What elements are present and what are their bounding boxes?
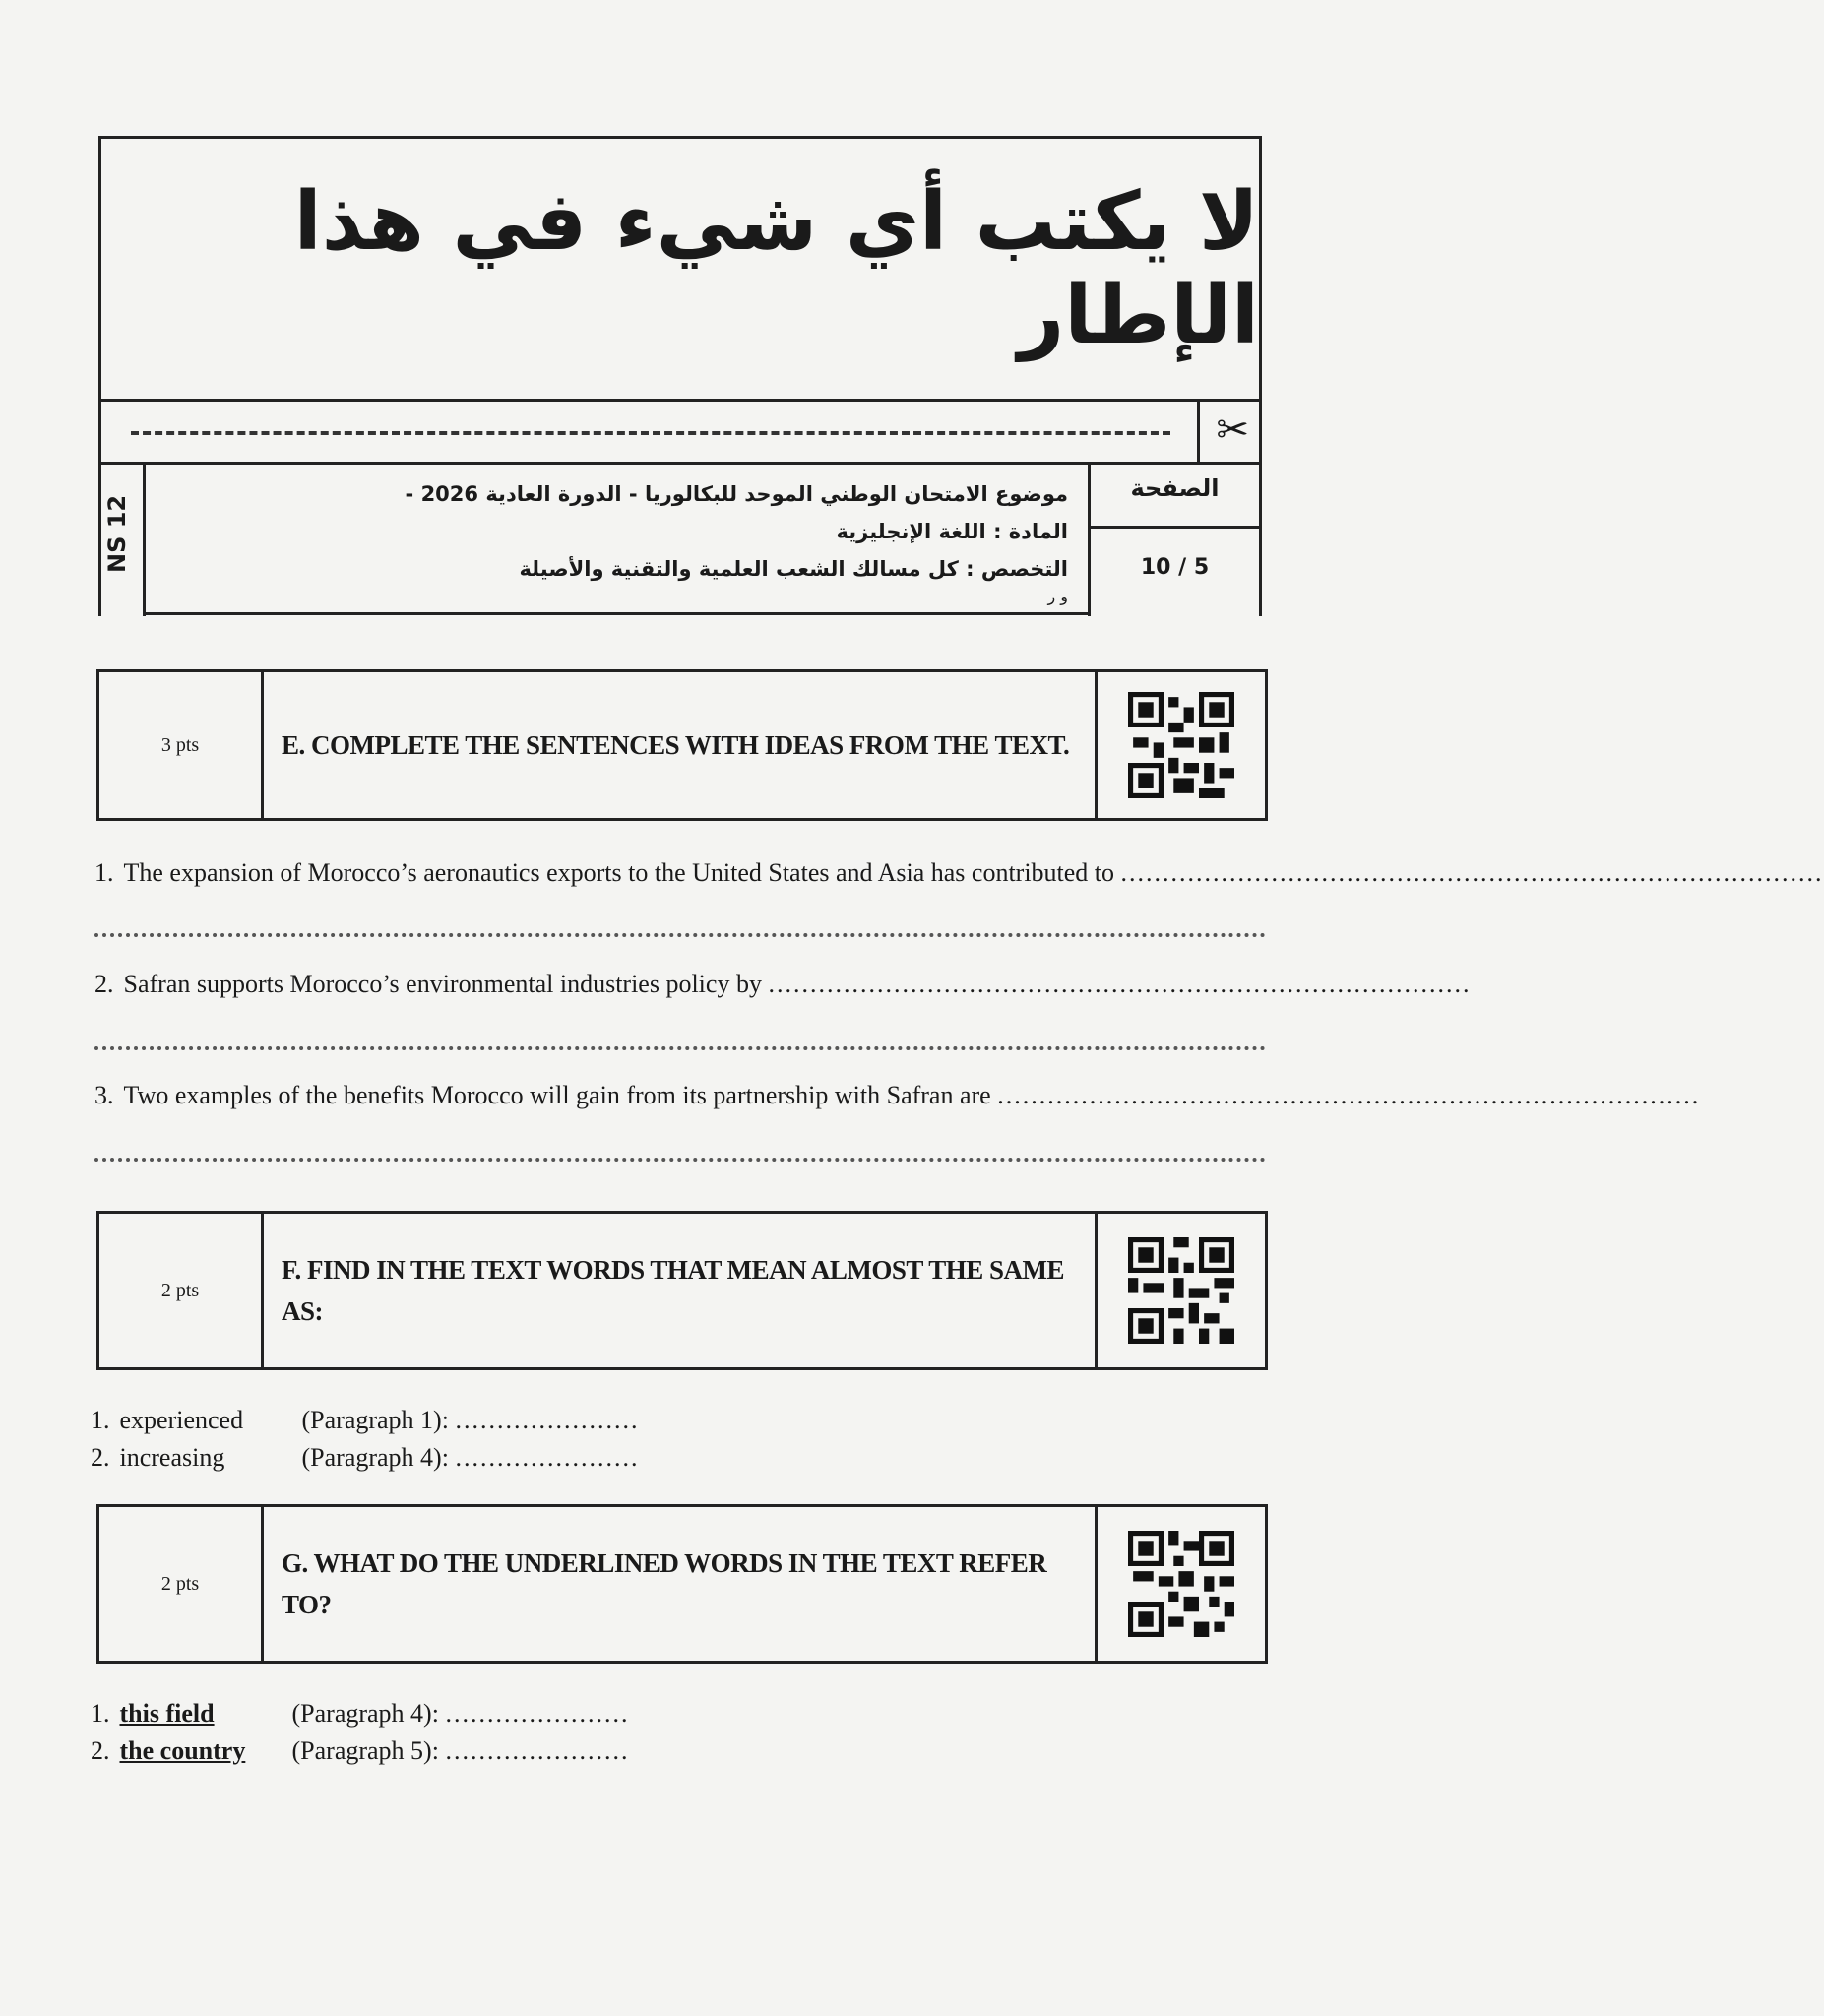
g-item-2: 2. the country (Paragraph 5): ......................	[91, 1736, 630, 1765]
g-answer-2[interactable]: ......................	[445, 1736, 630, 1765]
section-f-points: 2 pts	[99, 1214, 264, 1367]
exam-info	[143, 465, 1088, 615]
qr-code-icon	[1128, 692, 1234, 798]
page-number: 10 / 5	[1140, 555, 1210, 580]
exam-small-mark: و ر	[1047, 587, 1068, 605]
g-answer-1[interactable]: ......................	[445, 1699, 630, 1728]
section-e-points: 3 pts	[99, 672, 264, 818]
qr-code-icon	[1128, 1237, 1234, 1344]
section-g-title: G. WHAT DO THE UNDERLINED WORDS IN THE TEXT REFER TO?	[264, 1507, 1098, 1661]
e-question-3: 3. Two examples of the benefits Morocco will gain from its partnership with Safran are ....................................................................................	[94, 1081, 1701, 1109]
f-answer-1[interactable]: ......................	[455, 1406, 640, 1434]
no-write-notice: لا يكتب أي شيء في هذا الإطار	[293, 175, 1259, 362]
section-g-points: 2 pts	[99, 1507, 264, 1661]
scissors-icon: ✂	[1216, 408, 1249, 453]
no-write-frame	[98, 136, 1262, 402]
e-question-1: 1. The expansion of Morocco’s aeronautics exports to the United States and Asia has contributed to ....................................................................................	[94, 858, 1824, 887]
f-item-2: 2. increasing (Paragraph 4): ......................	[91, 1443, 640, 1472]
exam-code: NS 12	[103, 494, 131, 573]
f-answer-2[interactable]: ......................	[455, 1443, 640, 1472]
g-item-1-word: this field	[119, 1699, 215, 1728]
qr-code-icon	[1128, 1531, 1234, 1637]
cut-dashed-line	[131, 431, 1170, 435]
g-item-1: 1. this field (Paragraph 4): ......................	[91, 1699, 630, 1728]
g-item-2-word: the country	[119, 1736, 246, 1765]
e-answer-line-2[interactable]	[94, 1039, 1266, 1050]
section-g-header	[96, 1504, 1268, 1664]
exam-specialty: التخصص : كل مسالك الشعب العلمية والتقنية والأصيلة	[519, 557, 1068, 581]
f-item-1: 1. experienced (Paragraph 1): ......................	[91, 1406, 640, 1434]
section-e-header	[96, 669, 1268, 821]
e-question-2: 2. Safran supports Morocco’s environmental industries policy by ....................................................................................	[94, 970, 1472, 998]
cut-line-row	[98, 402, 1262, 465]
page-indicator	[1088, 465, 1259, 616]
page-label: الصفحة	[1130, 474, 1220, 502]
f-item-1-word: experienced	[119, 1406, 244, 1434]
e-answer-line-1[interactable]	[94, 925, 1266, 937]
exam-title: موضوع الامتحان الوطني الموحد للبكالوريا - الدورة العادية 2026 -	[405, 482, 1068, 506]
section-f-title: F. FIND IN THE TEXT WORDS THAT MEAN ALMOST THE SAME AS:	[264, 1214, 1098, 1367]
f-item-2-word: increasing	[119, 1443, 225, 1472]
section-e-title: E. COMPLETE THE SENTENCES WITH IDEAS FROM THE TEXT.	[264, 672, 1098, 818]
exam-subject: المادة : اللغة الإنجليزية	[836, 520, 1068, 543]
e-answer-line-3[interactable]	[94, 1150, 1266, 1162]
exam-header	[98, 465, 1262, 616]
section-f-header	[96, 1211, 1268, 1370]
